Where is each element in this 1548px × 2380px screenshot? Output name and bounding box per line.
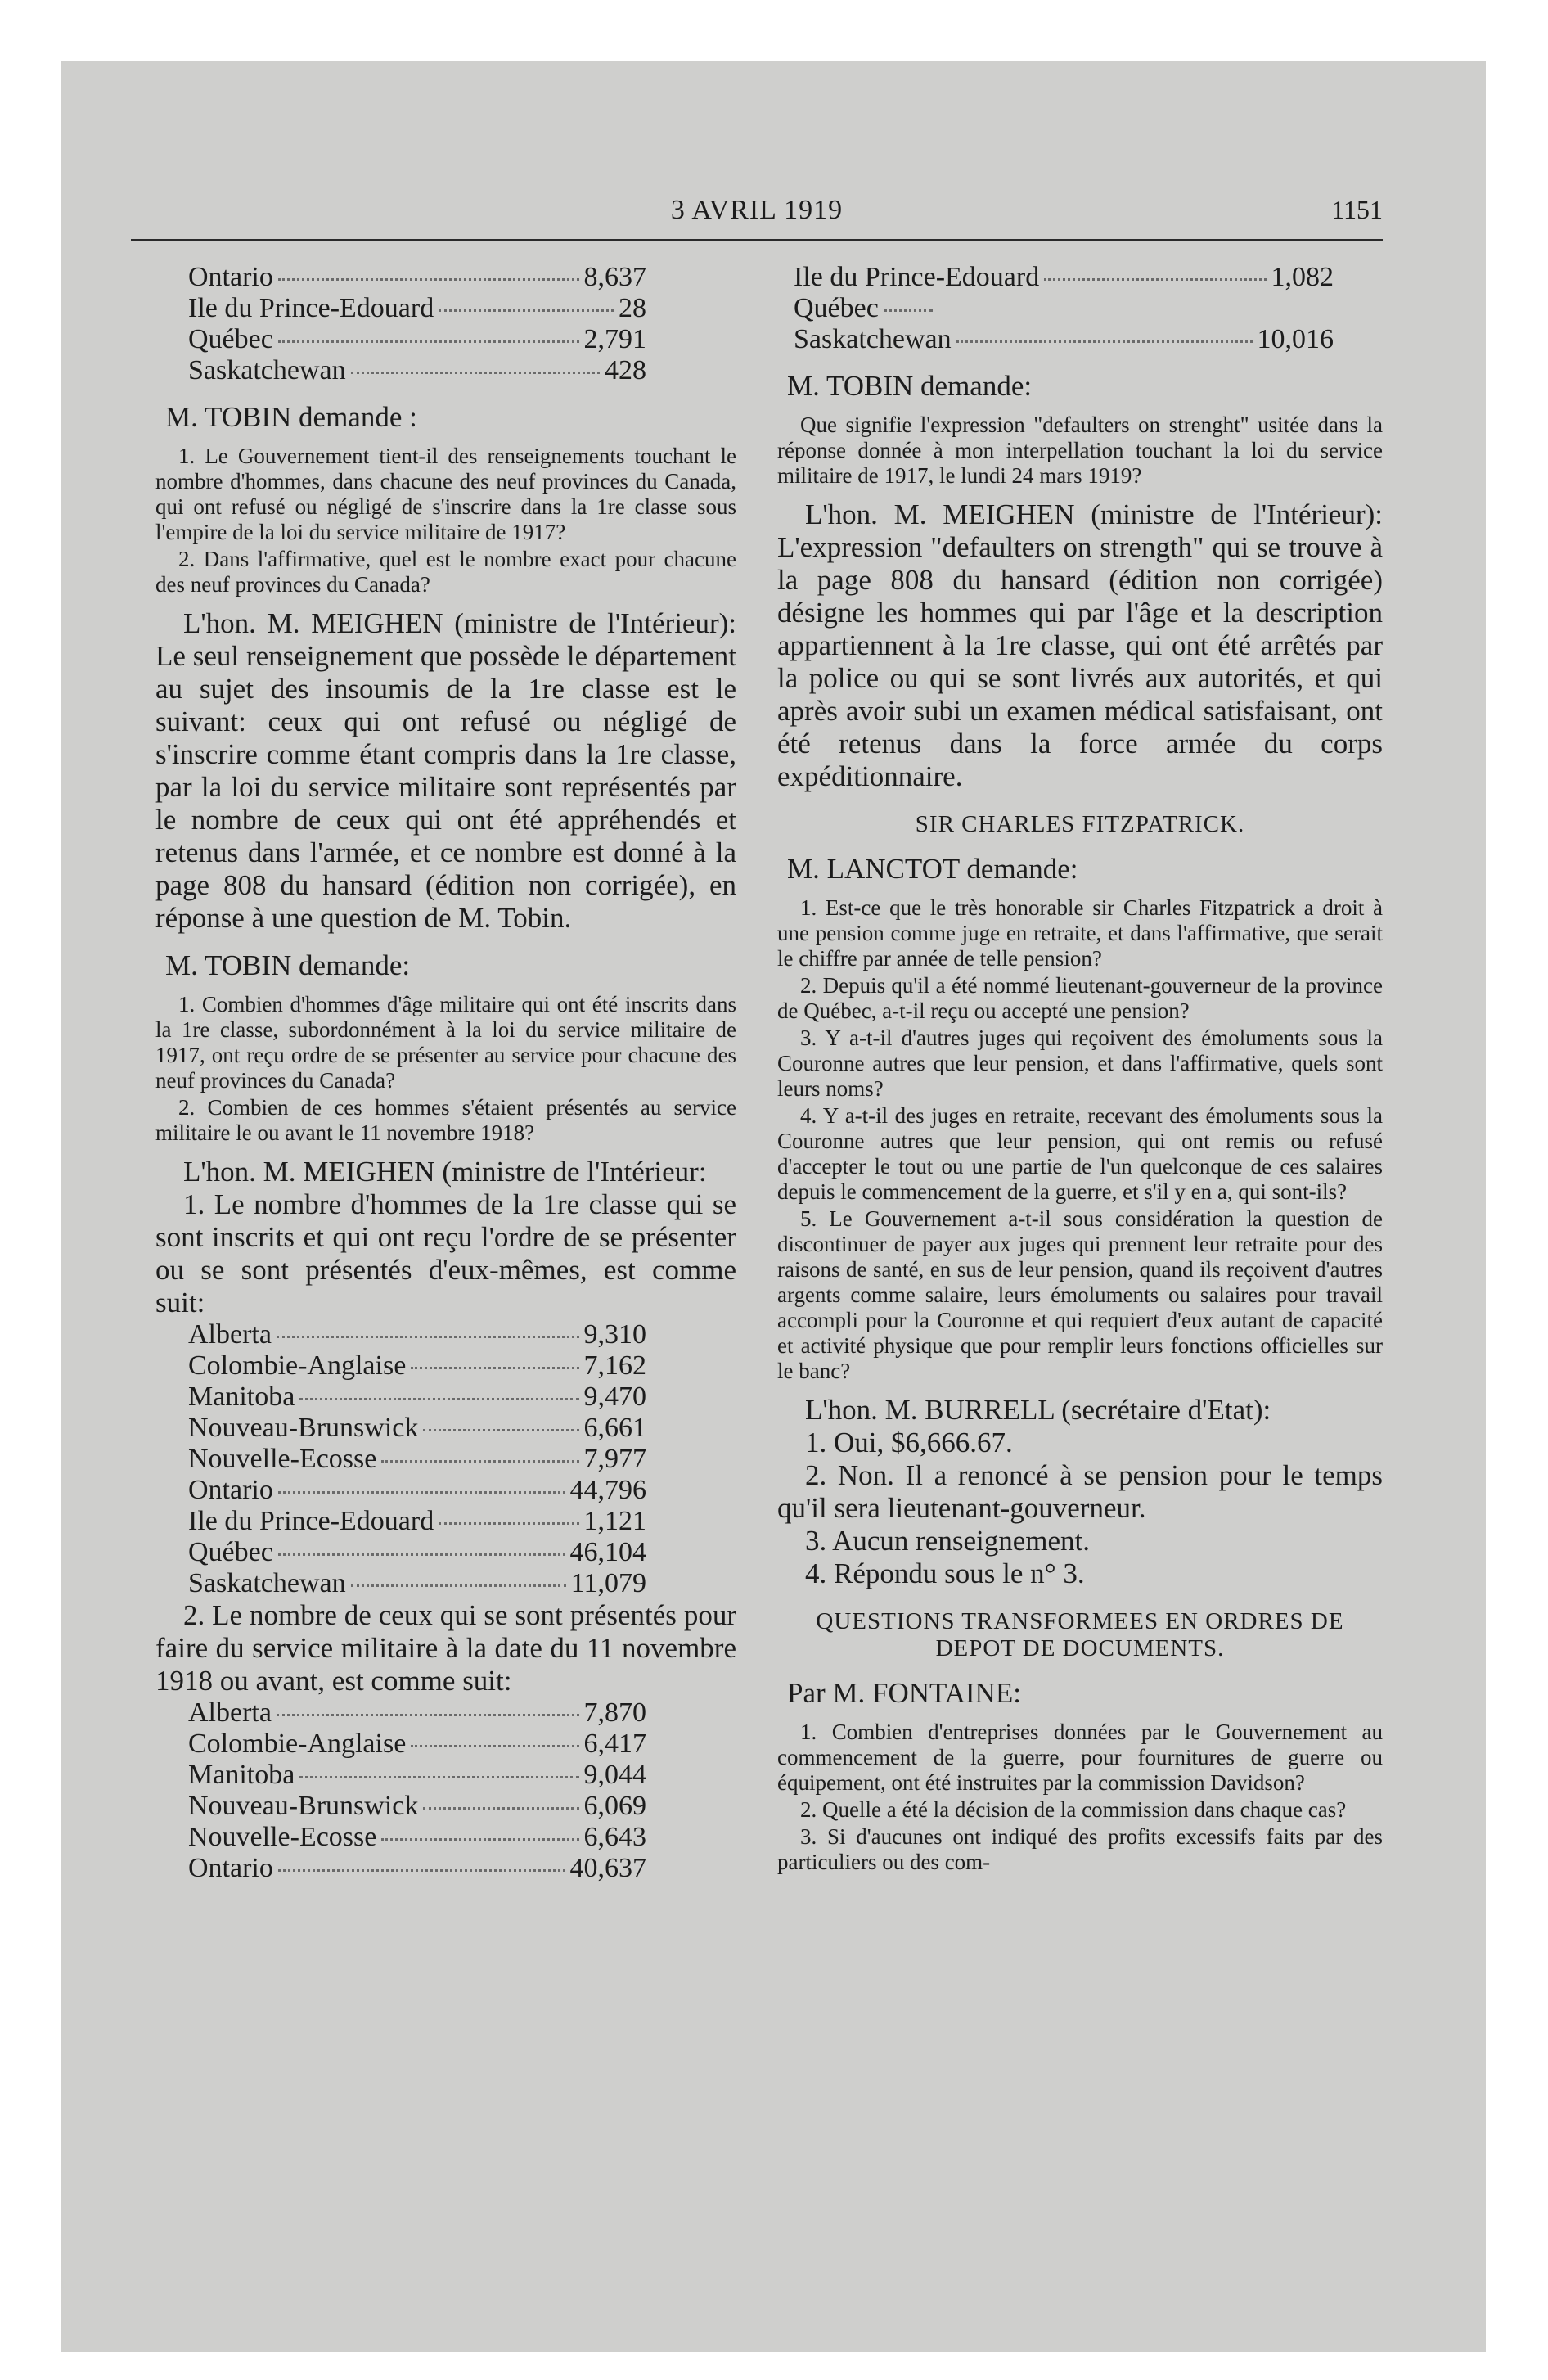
question-text: 1. Est-ce que le très honorable sir Charles Fitzpatrick a droit à une pension comme juge en retraite, et dans l'affirmative, que serait le chiffre par année de telle pension? [777, 895, 1383, 971]
question-text: 1. Le Gouvernement tient-il des renseignements touchant le nombre d'hommes, dans chacune des neuf provinces du Canada, qui ont refusé ou négligé de s'inscrire dans la 1re classe sous l'empire de la loi du service militaire de 1917? [155, 444, 736, 544]
page-header [131, 195, 1383, 228]
speaker-heading: M. TOBIN demande: [165, 949, 411, 981]
province-table-4 [794, 262, 1334, 355]
table-row: Ile du Prince-Edouard 1,121 [188, 1506, 646, 1536]
table-row: Manitoba 9,470 [188, 1382, 646, 1412]
question-text: 4. Y a-t-il des juges en retraite, recevant des émoluments sous la Couronne autres que leur pension, qui ont remis ou refusé d'accepter le tout ou une partie de l'un quelconque de ces salaires depuis le commencement de la guerre, et s'il y en a, qui sont-ils? [777, 1103, 1383, 1204]
section-title: SIR CHARLES FITZPATRICK. [915, 811, 1245, 837]
answer-text: L'hon. M. MEIGHEN (ministre de l'Intérieur): L'expression "defaulters on strength" qui se trouve à la page 808 du hansard (édition non corrigée) désigne les hommes qui par l'âge et la description appartiennent à la 1re classe, qui ont été arrêtés par la police ou qui se sont livrés aux autorités, et qui après avoir subi un examen médical satisfaisant, ont été retenus dans la force armée du corps expéditionnaire. [777, 498, 1383, 792]
question-text: 3. Y a-t-il d'autres juges qui reçoivent des émoluments sous la Couronne autres que leur pension, et dans l'affirmative, quels sont leurs noms? [777, 1025, 1383, 1101]
header-rule [131, 239, 1383, 241]
table-row: Saskatchewan 11,079 [188, 1568, 646, 1598]
question-text: 2. Combien de ces hommes s'étaient présentés au service militaire le ou avant le 11 novembre 1918? [155, 1095, 736, 1145]
table-row: Ontario 44,796 [188, 1475, 646, 1505]
table-row: Colombie-Anglaise 7,162 [188, 1350, 646, 1381]
table-row: Ile du Prince-Edouard 1,082 [794, 262, 1334, 292]
section-title: QUESTIONS TRANSFORMEES EN ORDRES DE DEPOT DE DOCUMENTS. [816, 1608, 1344, 1661]
answer-text: 1. Le nombre d'hommes de la 1re classe qui se sont inscrits et qui ont reçu l'ordre de se présenter ou se sont présentés d'eux-mêmes, est comme suit: [155, 1188, 736, 1318]
province-table-1 [188, 262, 646, 386]
table-row: Alberta 7,870 [188, 1697, 646, 1728]
table-row: Nouvelle-Ecosse 6,643 [188, 1822, 646, 1852]
table-row: Nouvelle-Ecosse 7,977 [188, 1444, 646, 1474]
answer-line: 2. Non. Il a renoncé à se pension pour le temps qu'il sera lieutenant-gouverneur. [777, 1459, 1383, 1524]
province-table-2 [188, 1319, 646, 1599]
question-text: 1. Combien d'entreprises données par le Gouvernement au commencement de la guerre, pour fournitures de guerre ou équipement, ont été instruites par la commission Davidson? [777, 1720, 1383, 1795]
left-column [155, 262, 736, 1884]
table-row: Ontario 40,637 [188, 1853, 646, 1883]
page-number: 1151 [1331, 195, 1383, 224]
speaker-heading: Par M. FONTAINE: [787, 1677, 1021, 1709]
header-date: 3 AVRIL 1919 [670, 195, 844, 225]
speaker-heading: L'hon. M. BURRELL (secrétaire d'Etat): [805, 1394, 1271, 1426]
question-text: 2. Depuis qu'il a été nommé lieutenant-gouverneur de la province de Québec, a-t-il reçu ou accepté une pension? [777, 973, 1383, 1023]
province-table-3 [188, 1697, 646, 1884]
table-row: Colombie-Anglaise 6,417 [188, 1729, 646, 1759]
right-column [777, 262, 1383, 1877]
question-text: Que signifie l'expression "defaulters on strenght" usitée dans la réponse donnée à mon interpellation touchant la loi du service militaire de 1917, le lundi 24 mars 1919? [777, 412, 1383, 488]
table-row: Nouveau-Brunswick 6,661 [188, 1413, 646, 1443]
speaker-heading: M. LANCTOT demande: [787, 853, 1078, 885]
answer-line: 1. Oui, $6,666.67. [805, 1427, 1013, 1458]
table-row: Québec [794, 293, 1334, 324]
table-row: Alberta 9,310 [188, 1319, 646, 1350]
speaker-heading: M. TOBIN demande: [787, 370, 1033, 402]
table-row: Ontario 8,637 [188, 262, 646, 292]
table-row: Manitoba 9,044 [188, 1760, 646, 1790]
speaker-heading: L'hon. M. MEIGHEN (ministre de l'Intérieur: [183, 1156, 707, 1188]
answer-line: 3. Aucun renseignement. [805, 1525, 1090, 1557]
question-text: 2. Quelle a été la décision de la commission dans chaque cas? [800, 1797, 1347, 1822]
table-row: Nouveau-Brunswick 6,069 [188, 1791, 646, 1821]
question-text: 2. Dans l'affirmative, quel est le nombre exact pour chacune des neuf provinces du Canada? [155, 547, 736, 597]
table-row: Québec 46,104 [188, 1537, 646, 1567]
answer-line: 4. Répondu sous le n° 3. [805, 1557, 1085, 1589]
answer-text: L'hon. M. MEIGHEN (ministre de l'Intérieur): Le seul renseignement que possède le département au sujet des insoumis de la 1re classe est le suivant: ceux qui ont refusé ou négligé de s'inscrire comme étant compris dans la 1re classe, par la loi du service militaire sont représentés par le nombre de ceux qui ont été appréhendés et retenus dans l'armée, et ce nombre est donné à la page 808 du hansard (édition non corrigée), en réponse à une question de M. Tobin. [155, 607, 736, 934]
table-row: Ile du Prince-Edouard 28 [188, 293, 646, 323]
answer-text: 2. Le nombre de ceux qui se sont présentés pour faire du service militaire à la date du 11 novembre 1918 ou avant, est comme suit: [155, 1599, 736, 1697]
speaker-heading: M. TOBIN demande : [165, 401, 417, 433]
table-row: Saskatchewan 10,016 [794, 324, 1334, 354]
question-text: 5. Le Gouvernement a-t-il sous considération la question de discontinuer de payer aux juges qui prennent leur retraite pour des raisons de santé, en sus de leur pension, quand ils reçoivent d'autres argents comme salaire, leurs émoluments ou salaires pour travail accompli pour la Couronne et qui requiert d'eux autant de capacité et activité physique que pour remplir leurs fonctions officielles sur le banc? [777, 1206, 1383, 1383]
table-row: Québec 2,791 [188, 324, 646, 354]
table-row: Saskatchewan 428 [188, 355, 646, 385]
question-text: 1. Combien d'hommes d'âge militaire qui ont été inscrits dans la 1re classe, subordonnément à la loi du service militaire de 1917, ont reçu ordre de se présenter au service pour chacune des neuf provinces du Canada? [155, 992, 736, 1093]
question-text: 3. Si d'aucunes ont indiqué des profits excessifs faits par des particuliers ou des com- [777, 1824, 1383, 1874]
